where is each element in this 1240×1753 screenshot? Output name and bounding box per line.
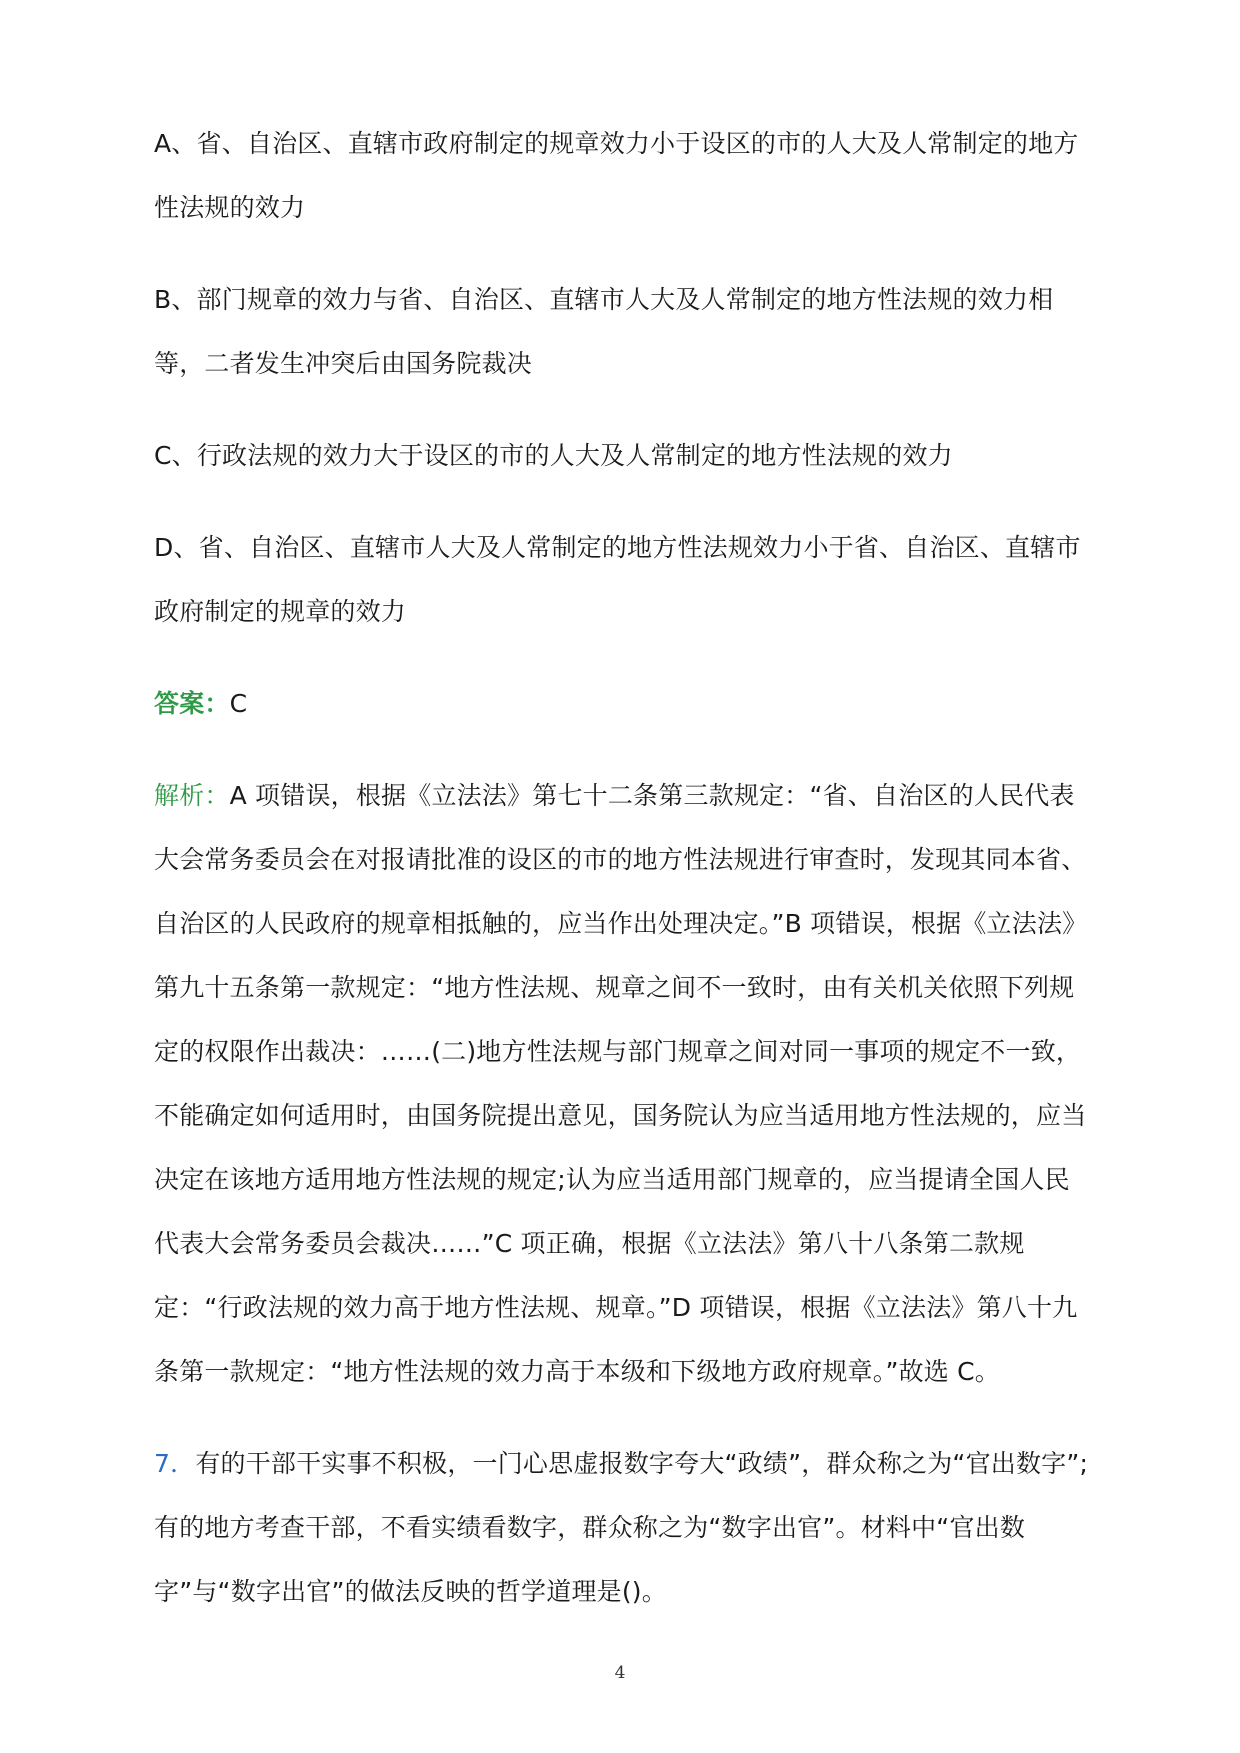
question-text: 有的干部干实事不积极，一门心思虚报数字夸大“政绩”，群众称之为“官出数字”;有的地方考查干部，不看实绩看数字，群众称之为“数字出官”。材料中“官出数字”与“数字出官”的做法反映的哲学道理是()。 <box>154 1449 1089 1606</box>
option-b-text: B、部门规章的效力与省、自治区、直辖市人大及人常制定的地方性法规的效力相等，二者发生冲突后由国务院裁决 <box>154 285 1054 378</box>
analysis-paragraph <box>154 764 1094 1404</box>
answer-line <box>154 672 1094 736</box>
option-b <box>154 268 1094 396</box>
option-a-text: A、省、自治区、直辖市政府制定的规章效力小于设区的市的人大及人常制定的地方性法规的效力 <box>154 129 1079 222</box>
option-d-text: D、省、自治区、直辖市人大及人常制定的地方性法规效力小于省、自治区、直辖市政府制定的规章的效力 <box>154 533 1081 626</box>
option-c-text: C、行政法规的效力大于设区的市的人大及人常制定的地方性法规的效力 <box>154 441 953 470</box>
analysis-label: 解析： <box>154 781 230 810</box>
question-7 <box>154 1432 1094 1624</box>
option-a <box>154 112 1094 240</box>
page-number: 4 <box>614 1663 626 1683</box>
option-d <box>154 516 1094 644</box>
answer-value: C <box>229 689 248 718</box>
analysis-text: A 项错误，根据《立法法》第七十二条第三款规定：“省、自治区的人民代表大会常务委员会在对报请批准的设区的市的地方性法规进行审查时，发现其同本省、自治区的人民政府的规章相抵触的，应当作出处理决定。”B 项错误，根据《立法法》第九十五条第一款规定：“地方性法规、规章之间不一致时，由有关机关依照下列规定的权限作出裁决：……(二)地方性法规与部门规章之间对同一事项的规定不一致，不能确定如何适用时，由国务院提出意见，国务院认为应当适用地方性法规的，应当决定在该地方适用地方性法规的规定;认为应当适用部门规章的，应当提请全国人民代表大会常务委员会裁决……”C 项正确，根据《立法法》第八十八条第二款规定：“行政法规的效力高于地方性法规、规章。”D 项错误，根据《立法法》第八十九条第一款规定：“地方性法规的效力高于本级和下级地方政府规章。”故选 C。 <box>154 781 1088 1386</box>
page-content <box>154 112 1094 1652</box>
question-number: 7． <box>154 1449 196 1478</box>
option-c <box>154 424 1094 488</box>
answer-label: 答案： <box>154 689 230 718</box>
